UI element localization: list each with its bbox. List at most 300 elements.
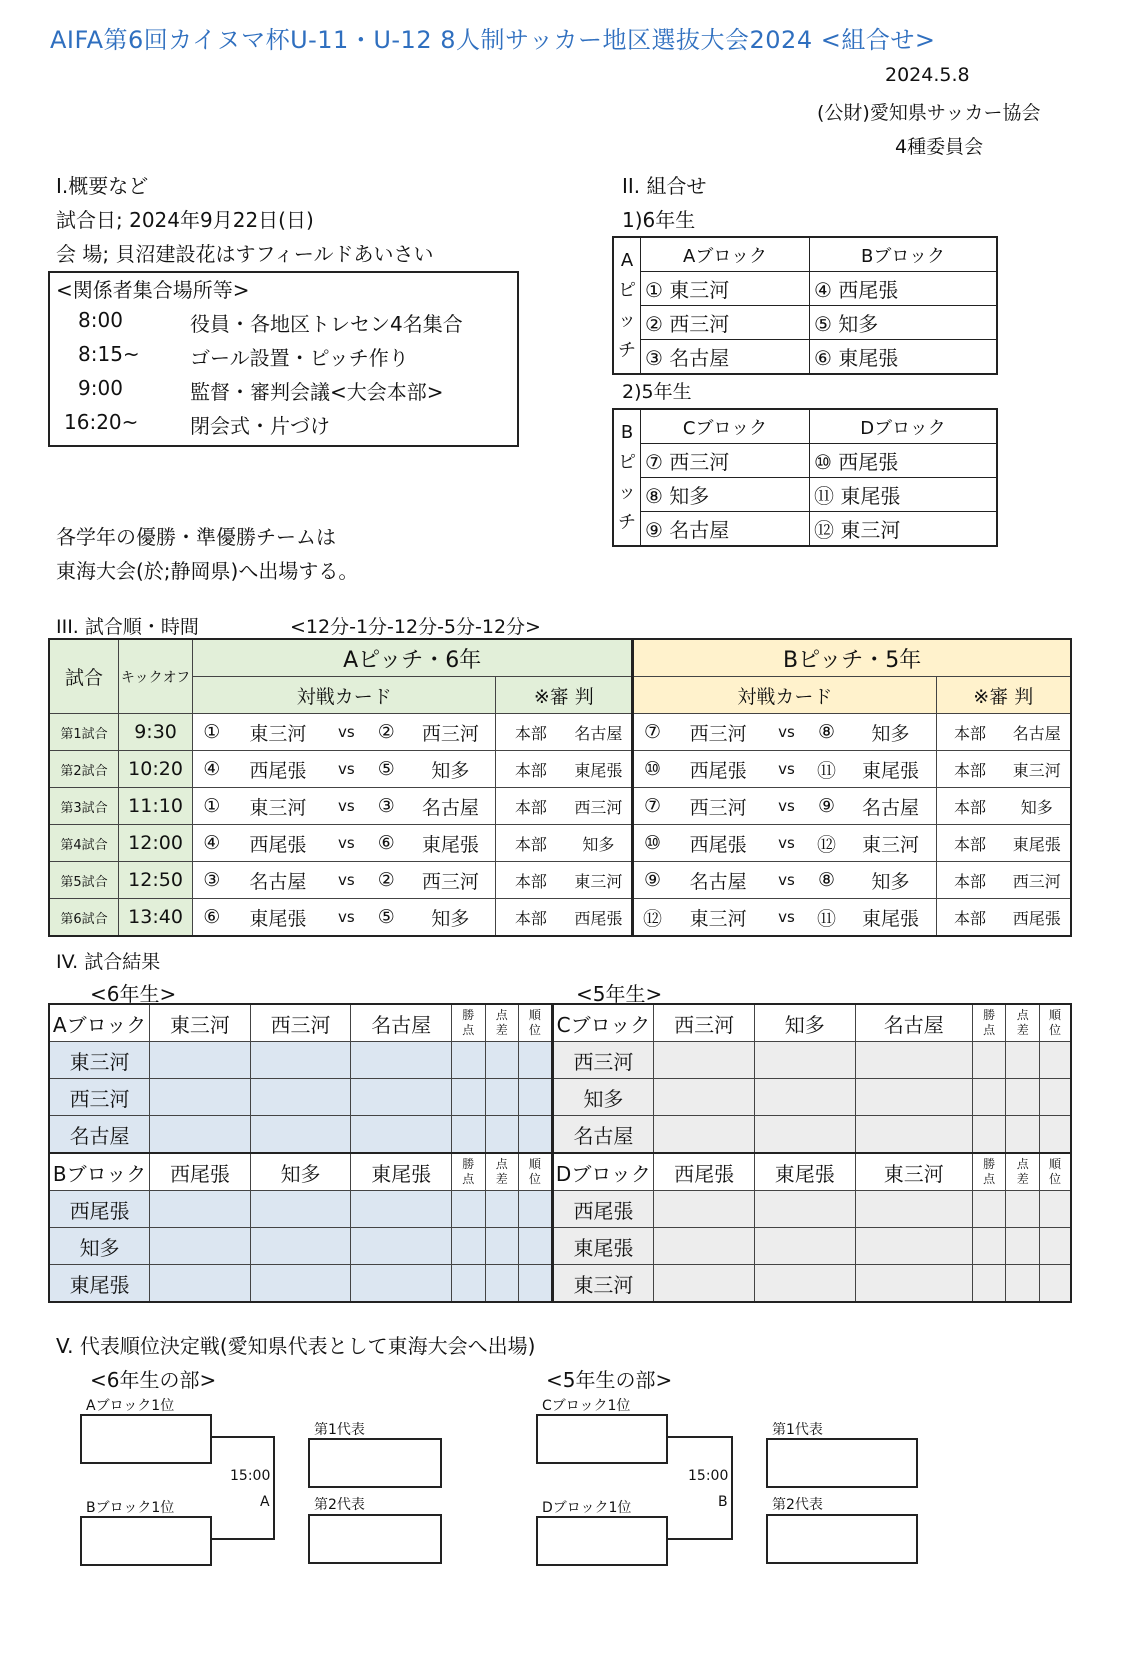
stat-header: 勝 点 xyxy=(452,1004,486,1042)
kickoff-time: 13:40 xyxy=(119,899,193,937)
bracket-bottom-label: Bブロック1位 xyxy=(86,1500,175,1516)
team-name: 知多 xyxy=(405,899,496,937)
referee-hq: 本部 xyxy=(936,714,1003,751)
referee-team: 東尾張 xyxy=(1003,825,1071,862)
team-name: 東三河 xyxy=(846,825,937,862)
committee: 4種委員会 xyxy=(895,136,984,158)
pitch-letter: A xyxy=(260,1494,270,1510)
card-header: 対戦カード xyxy=(633,677,936,714)
team-cell: ⑤ 知多 xyxy=(810,306,998,340)
team-name: 東尾張 xyxy=(405,825,496,862)
stat-header: 勝 点 xyxy=(972,1004,1006,1042)
referee-header: ※審 判 xyxy=(936,677,1071,714)
results-header-row xyxy=(49,1004,1071,1042)
results-team-row xyxy=(49,1116,1071,1154)
referee-hq: 本部 xyxy=(496,714,566,751)
grade6-groups-table xyxy=(612,236,998,375)
opponent-header: 西尾張 xyxy=(654,1153,755,1191)
stat-header: 勝 点 xyxy=(452,1153,486,1191)
result-cell[interactable] xyxy=(1039,1116,1071,1154)
result-cell[interactable] xyxy=(855,1191,972,1228)
grade5-results-label: <5年生> xyxy=(576,982,663,1006)
opponent-header: 西尾張 xyxy=(150,1153,251,1191)
team-name: 名古屋 xyxy=(671,862,766,899)
team-number: ③ xyxy=(193,862,231,899)
team-number: ⑫ xyxy=(808,825,846,862)
team-name: 西尾張 xyxy=(552,1191,654,1228)
result-cell[interactable] xyxy=(855,1265,972,1303)
team-number: ⑩ xyxy=(633,825,671,862)
team-cell: ⑩ 西尾張 xyxy=(810,444,998,478)
issue-date: 2024.5.8 xyxy=(885,64,970,86)
result-cell[interactable] xyxy=(972,1265,1006,1303)
bracket-slot xyxy=(80,1414,212,1464)
result-cell[interactable] xyxy=(485,1116,519,1154)
referee-team: 東三河 xyxy=(1003,751,1071,788)
block-name: Aブロック xyxy=(49,1004,150,1042)
result-cell[interactable] xyxy=(250,1079,351,1116)
second-rep-label: 第2代表 xyxy=(772,1497,823,1513)
referee-team: 西三河 xyxy=(565,788,632,825)
team-name: 知多 xyxy=(846,862,937,899)
result-cell[interactable] xyxy=(485,1265,519,1303)
team-name: 東尾張 xyxy=(846,899,937,937)
result-cell[interactable] xyxy=(250,1265,351,1303)
vs-label: vs xyxy=(765,899,807,937)
team-cell: ⑥ 東尾張 xyxy=(810,340,998,375)
match-date: 試合日; 2024年9月22日(日) xyxy=(56,208,314,232)
referee-hq: 本部 xyxy=(496,788,566,825)
match-number: 第3試合 xyxy=(49,788,119,825)
kickoff-time: 12:00 xyxy=(119,825,193,862)
result-cell[interactable] xyxy=(1006,1079,1040,1116)
result-cell[interactable] xyxy=(519,1079,553,1116)
referee-team: 名古屋 xyxy=(565,714,632,751)
referee-team: 西尾張 xyxy=(565,899,632,937)
assembly-box-title: <関係者集合場所等> xyxy=(56,278,250,302)
result-cell[interactable] xyxy=(485,1228,519,1265)
result-cell[interactable] xyxy=(452,1042,486,1079)
vs-label: vs xyxy=(765,714,807,751)
result-cell[interactable] xyxy=(351,1191,452,1228)
team-name: 東尾張 xyxy=(846,751,937,788)
vs-label: vs xyxy=(325,899,367,937)
team-name: 東尾張 xyxy=(552,1228,654,1265)
team-cell: ⑫ 東三河 xyxy=(810,512,998,547)
team-number: ⑤ xyxy=(367,751,405,788)
kickoff-time: 10:20 xyxy=(119,751,193,788)
team-name: 西尾張 xyxy=(49,1191,150,1228)
team-cell: ⑦ 西三河 xyxy=(641,444,810,478)
results-header-row xyxy=(49,1153,1071,1191)
note-line-2: 東海大会(於;静岡県)へ出場する。 xyxy=(56,559,359,583)
schedule-row xyxy=(49,862,1071,899)
result-cell[interactable] xyxy=(519,1228,553,1265)
result-cell[interactable] xyxy=(1006,1265,1040,1303)
result-cell[interactable] xyxy=(351,1116,452,1154)
match-header: 試合 xyxy=(49,639,119,714)
match-number: 第2試合 xyxy=(49,751,119,788)
bracket-slot xyxy=(536,1414,668,1464)
block-header: Cブロック xyxy=(641,409,810,444)
schedule-row xyxy=(49,751,1071,788)
schedule-text: 監督・審判会議<大会本部> xyxy=(190,380,444,404)
team-name: 知多 xyxy=(49,1228,150,1265)
team-number: ⑥ xyxy=(367,825,405,862)
note-line-1: 各学年の優勝・準優勝チームは xyxy=(56,525,336,549)
referee-hq: 本部 xyxy=(936,862,1003,899)
vs-label: vs xyxy=(325,751,367,788)
bracket-slot xyxy=(80,1516,212,1566)
result-cell[interactable] xyxy=(250,1191,351,1228)
result-cell[interactable] xyxy=(351,1265,452,1303)
result-cell[interactable] xyxy=(452,1079,486,1116)
pitch-label: B ピ ッ チ xyxy=(613,409,641,546)
match-number: 第5試合 xyxy=(49,862,119,899)
team-name: 東尾張 xyxy=(230,899,325,937)
result-cell[interactable] xyxy=(855,1079,972,1116)
bracket-top-label: Cブロック1位 xyxy=(542,1398,631,1414)
first-rep-label: 第1代表 xyxy=(314,1422,365,1438)
result-cell[interactable] xyxy=(150,1042,251,1079)
result-cell[interactable] xyxy=(452,1116,486,1154)
team-cell: ⑨ 名古屋 xyxy=(641,512,810,547)
result-cell[interactable] xyxy=(972,1079,1006,1116)
first-rep-label: 第1代表 xyxy=(772,1422,823,1438)
team-name: 東三河 xyxy=(671,899,766,937)
stat-header: 順 位 xyxy=(519,1153,553,1191)
result-cell[interactable] xyxy=(972,1191,1006,1228)
vs-label: vs xyxy=(325,714,367,751)
stat-header: 点 差 xyxy=(1006,1004,1040,1042)
team-name: 知多 xyxy=(405,751,496,788)
team-number: ② xyxy=(367,714,405,751)
result-cell[interactable] xyxy=(1006,1116,1040,1154)
team-number: ⑥ xyxy=(193,899,231,937)
results-team-row xyxy=(49,1228,1071,1265)
block-header: Bブロック xyxy=(810,237,998,272)
result-cell[interactable] xyxy=(654,1079,755,1116)
match-time: 15:00 xyxy=(230,1468,271,1484)
pitch-letter: B xyxy=(718,1494,728,1510)
team-name: 西三河 xyxy=(552,1042,654,1079)
result-cell[interactable] xyxy=(519,1191,553,1228)
result-cell[interactable] xyxy=(452,1191,486,1228)
team-number: ⑦ xyxy=(633,788,671,825)
result-cell[interactable] xyxy=(1039,1265,1071,1303)
result-cell[interactable] xyxy=(654,1042,755,1079)
schedule-time: 16:20~ xyxy=(64,410,139,434)
team-name: 西三河 xyxy=(671,788,766,825)
result-cell[interactable] xyxy=(855,1116,972,1154)
team-number: ③ xyxy=(367,788,405,825)
result-cell[interactable] xyxy=(452,1228,486,1265)
bracket-bottom-label: Dブロック1位 xyxy=(542,1500,632,1516)
block-header: Aブロック xyxy=(641,237,810,272)
result-cell[interactable] xyxy=(519,1116,553,1154)
team-number: ② xyxy=(367,862,405,899)
result-cell[interactable] xyxy=(150,1191,251,1228)
schedule-row xyxy=(49,825,1071,862)
match-schedule-table xyxy=(48,638,1072,937)
result-cell[interactable] xyxy=(654,1116,755,1154)
grade6-final-title: <6年生の部> xyxy=(90,1368,217,1392)
result-cell[interactable] xyxy=(485,1042,519,1079)
grade6-label: 1)6年生 xyxy=(622,208,696,232)
result-cell[interactable] xyxy=(519,1265,553,1303)
result-cell[interactable] xyxy=(1039,1042,1071,1079)
referee-hq: 本部 xyxy=(496,751,566,788)
result-cell[interactable] xyxy=(150,1228,251,1265)
team-number: ④ xyxy=(193,751,231,788)
result-cell[interactable] xyxy=(654,1191,755,1228)
result-cell[interactable] xyxy=(855,1042,972,1079)
vs-label: vs xyxy=(765,788,807,825)
result-cell[interactable] xyxy=(654,1265,755,1303)
result-cell[interactable] xyxy=(351,1228,452,1265)
section3-heading: III. 試合順・時間 xyxy=(56,616,199,638)
kickoff-time: 12:50 xyxy=(119,862,193,899)
document-title: AIFA第6回カイヌマ杯U-11・U-12 8人制サッカー地区選抜大会2024 <組合せ> xyxy=(50,26,936,54)
result-cell[interactable] xyxy=(351,1079,452,1116)
team-name: 東尾張 xyxy=(49,1265,150,1303)
opponent-header: 西三河 xyxy=(654,1004,755,1042)
opponent-header: 東三河 xyxy=(150,1004,251,1042)
match-time: 15:00 xyxy=(688,1468,729,1484)
result-cell[interactable] xyxy=(150,1079,251,1116)
second-rep-label: 第2代表 xyxy=(314,1497,365,1513)
organization: (公財)愛知県サッカー協会 xyxy=(817,102,1041,124)
result-cell[interactable] xyxy=(1006,1191,1040,1228)
result-cell[interactable] xyxy=(654,1228,755,1265)
team-number: ⑪ xyxy=(808,751,846,788)
referee-team: 知多 xyxy=(565,825,632,862)
result-cell[interactable] xyxy=(855,1228,972,1265)
stat-header: 勝 点 xyxy=(972,1153,1006,1191)
schedule-text: 閉会式・片づけ xyxy=(190,414,330,438)
first-rep-slot xyxy=(308,1438,442,1488)
vs-label: vs xyxy=(765,751,807,788)
block-name: Dブロック xyxy=(552,1153,654,1191)
match-format: <12分-1分-12分-5分-12分> xyxy=(290,616,541,638)
team-cell: ③ 名古屋 xyxy=(641,340,810,375)
team-cell: ⑪ 東尾張 xyxy=(810,478,998,512)
opponent-header: 西三河 xyxy=(250,1004,351,1042)
referee-team: 西三河 xyxy=(1003,862,1071,899)
referee-hq: 本部 xyxy=(496,862,566,899)
team-name: 西尾張 xyxy=(230,825,325,862)
result-cell[interactable] xyxy=(351,1042,452,1079)
team-name: 知多 xyxy=(846,714,937,751)
schedule-row xyxy=(49,788,1071,825)
stat-header: 順 位 xyxy=(1039,1153,1071,1191)
team-number: ⑨ xyxy=(633,862,671,899)
team-name: 東三河 xyxy=(552,1265,654,1303)
kickoff-header: キックオフ xyxy=(119,639,193,714)
bracket-top-label: Aブロック1位 xyxy=(86,1398,175,1414)
result-cell[interactable] xyxy=(754,1265,855,1303)
referee-team: 知多 xyxy=(1003,788,1071,825)
result-cell[interactable] xyxy=(754,1042,855,1079)
schedule-time: 8:00 xyxy=(78,308,123,332)
results-team-row xyxy=(49,1079,1071,1116)
result-cell[interactable] xyxy=(972,1228,1006,1265)
result-cell[interactable] xyxy=(1006,1228,1040,1265)
team-name: 名古屋 xyxy=(49,1116,150,1154)
results-table xyxy=(48,1003,1072,1303)
team-number: ① xyxy=(193,714,231,751)
pitch-label: A ピ ッ チ xyxy=(613,237,641,374)
kickoff-time: 11:10 xyxy=(119,788,193,825)
results-team-row xyxy=(49,1042,1071,1079)
result-cell[interactable] xyxy=(250,1116,351,1154)
stat-header: 順 位 xyxy=(519,1004,553,1042)
match-number: 第4試合 xyxy=(49,825,119,862)
referee-team: 東尾張 xyxy=(565,751,632,788)
referee-team: 名古屋 xyxy=(1003,714,1071,751)
stat-header: 順 位 xyxy=(1039,1004,1071,1042)
stat-header: 点 差 xyxy=(485,1004,519,1042)
team-name: 東三河 xyxy=(230,714,325,751)
vs-label: vs xyxy=(325,825,367,862)
team-name: 東三河 xyxy=(230,788,325,825)
team-name: 西三河 xyxy=(405,714,496,751)
assembly-box xyxy=(48,271,519,447)
schedule-text: 役員・各地区トレセン4名集合 xyxy=(190,312,463,336)
referee-hq: 本部 xyxy=(936,899,1003,937)
referee-team: 東三河 xyxy=(565,862,632,899)
result-cell[interactable] xyxy=(485,1191,519,1228)
result-cell[interactable] xyxy=(972,1116,1006,1154)
result-cell[interactable] xyxy=(972,1042,1006,1079)
vs-label: vs xyxy=(765,862,807,899)
block-name: Cブロック xyxy=(552,1004,654,1042)
team-name: 西三河 xyxy=(49,1079,150,1116)
team-name: 名古屋 xyxy=(230,862,325,899)
referee-hq: 本部 xyxy=(496,825,566,862)
referee-team: 西尾張 xyxy=(1003,899,1071,937)
referee-hq: 本部 xyxy=(936,751,1003,788)
pitch-a-header: Aピッチ・6年 xyxy=(193,639,633,677)
team-name: 西三河 xyxy=(671,714,766,751)
second-rep-slot xyxy=(766,1514,918,1564)
team-name: 名古屋 xyxy=(405,788,496,825)
vs-label: vs xyxy=(325,862,367,899)
opponent-header: 東三河 xyxy=(855,1153,972,1191)
vs-label: vs xyxy=(325,788,367,825)
section5-heading: V. 代表順位決定戦(愛知県代表として東海大会へ出場) xyxy=(56,1334,536,1358)
result-cell[interactable] xyxy=(1006,1042,1040,1079)
match-number: 第6試合 xyxy=(49,899,119,937)
opponent-header: 名古屋 xyxy=(351,1004,452,1042)
result-cell[interactable] xyxy=(754,1116,855,1154)
team-name: 名古屋 xyxy=(846,788,937,825)
referee-hq: 本部 xyxy=(936,825,1003,862)
team-number: ⑩ xyxy=(633,751,671,788)
team-cell: ④ 西尾張 xyxy=(810,272,998,306)
second-rep-slot xyxy=(308,1514,442,1564)
team-number: ⑤ xyxy=(367,899,405,937)
team-cell: ② 西三河 xyxy=(641,306,810,340)
team-name: 西三河 xyxy=(405,862,496,899)
block-name: Bブロック xyxy=(49,1153,150,1191)
opponent-header: 名古屋 xyxy=(855,1004,972,1042)
result-cell[interactable] xyxy=(452,1265,486,1303)
card-header: 対戦カード xyxy=(193,677,496,714)
schedule-time: 9:00 xyxy=(78,376,123,400)
stat-header: 点 差 xyxy=(1006,1153,1040,1191)
result-cell[interactable] xyxy=(519,1042,553,1079)
referee-header: ※審 判 xyxy=(496,677,633,714)
pitch-b-header: Bピッチ・5年 xyxy=(633,639,1071,677)
team-cell: ⑧ 知多 xyxy=(641,478,810,512)
referee-hq: 本部 xyxy=(936,788,1003,825)
result-cell[interactable] xyxy=(754,1191,855,1228)
referee-hq: 本部 xyxy=(496,899,566,937)
team-number: ⑪ xyxy=(808,899,846,937)
section1-heading: I.概要など xyxy=(56,174,149,198)
team-number: ⑨ xyxy=(808,788,846,825)
result-cell[interactable] xyxy=(1039,1079,1071,1116)
result-cell[interactable] xyxy=(1039,1191,1071,1228)
result-cell[interactable] xyxy=(250,1042,351,1079)
result-cell[interactable] xyxy=(754,1228,855,1265)
result-cell[interactable] xyxy=(150,1116,251,1154)
team-name: 東三河 xyxy=(49,1042,150,1079)
venue: 会 場; 貝沼建設花はすフィールドあいさい xyxy=(56,242,434,266)
grade6-results-label: <6年生> xyxy=(90,982,177,1006)
schedule-row xyxy=(49,714,1071,751)
result-cell[interactable] xyxy=(1039,1228,1071,1265)
stat-header: 点 差 xyxy=(485,1153,519,1191)
team-number: ⑧ xyxy=(808,862,846,899)
block-header: Dブロック xyxy=(810,409,998,444)
schedule-time: 8:15~ xyxy=(78,342,140,366)
bracket-slot xyxy=(536,1516,668,1566)
section4-heading: IV. 試合結果 xyxy=(56,951,161,973)
team-name: 知多 xyxy=(552,1079,654,1116)
opponent-header: 東尾張 xyxy=(754,1153,855,1191)
vs-label: vs xyxy=(765,825,807,862)
team-number: ⑧ xyxy=(808,714,846,751)
team-name: 西尾張 xyxy=(230,751,325,788)
team-name: 名古屋 xyxy=(552,1116,654,1154)
result-cell[interactable] xyxy=(250,1228,351,1265)
opponent-header: 東尾張 xyxy=(351,1153,452,1191)
results-team-row xyxy=(49,1191,1071,1228)
result-cell[interactable] xyxy=(485,1079,519,1116)
team-cell: ① 東三河 xyxy=(641,272,810,306)
team-number: ⑦ xyxy=(633,714,671,751)
grade5-groups-table xyxy=(612,408,998,547)
grade5-final-title: <5年生の部> xyxy=(546,1368,673,1392)
section2-heading: II. 組合せ xyxy=(622,174,707,198)
opponent-header: 知多 xyxy=(250,1153,351,1191)
schedule-text: ゴール設置・ピッチ作り xyxy=(190,346,409,370)
team-name: 西尾張 xyxy=(671,825,766,862)
schedule-row xyxy=(49,899,1071,937)
results-team-row xyxy=(49,1265,1071,1303)
team-number: ① xyxy=(193,788,231,825)
result-cell[interactable] xyxy=(150,1265,251,1303)
grade5-label: 2)5年生 xyxy=(622,381,692,403)
team-number: ④ xyxy=(193,825,231,862)
opponent-header: 知多 xyxy=(754,1004,855,1042)
first-rep-slot xyxy=(766,1438,918,1488)
team-name: 西尾張 xyxy=(671,751,766,788)
result-cell[interactable] xyxy=(754,1079,855,1116)
match-number: 第1試合 xyxy=(49,714,119,751)
